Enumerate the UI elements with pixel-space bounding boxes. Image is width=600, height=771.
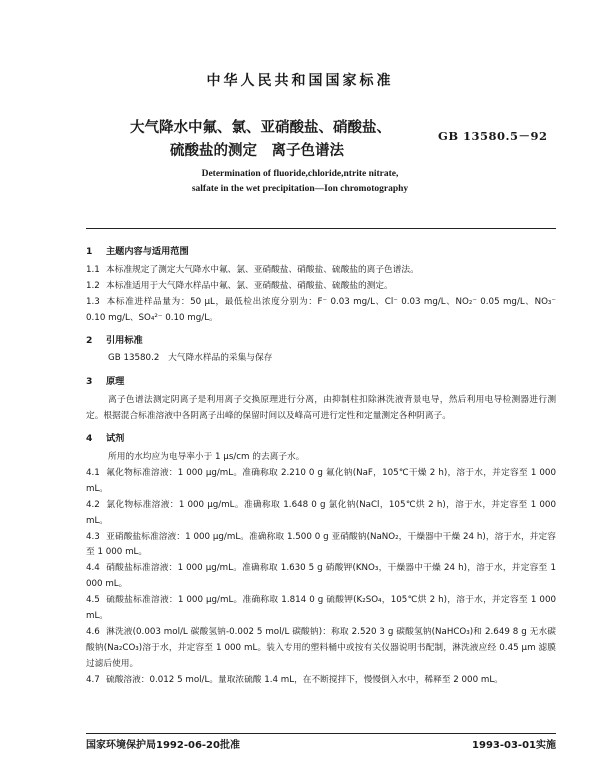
footer (86, 736, 556, 750)
clause-4-5 (86, 593, 556, 625)
clause-text: 本标准适用于大气降水样品中氟、氯、亚硝酸盐、硝酸盐、硫酸盐的测定。 (106, 280, 393, 291)
section-title: 引用标准 (106, 334, 143, 346)
section-number: 4 (86, 433, 93, 445)
section-title: 主题内容与适用范围 (106, 246, 189, 257)
section-2-heading (86, 333, 556, 349)
clause-text: 氟化物标准溶液：1 000 μg/mL。准确称取 2.210 0 g 氟化钠(NaF，105℃干燥 2 h)，溶于水，并定容至 1 000 mL。 (86, 467, 556, 494)
section-number: 3 (86, 376, 93, 388)
clause-number: 4.5 (86, 595, 100, 606)
clause-1-2 (86, 279, 556, 295)
clause-number: 4.7 (86, 674, 100, 685)
referenced-standard: GB 13580.2 大气降水样品的采集与保存 (108, 353, 273, 364)
document-body (86, 240, 556, 689)
clause-4-2 (86, 498, 556, 530)
implementation-date: 1993-03-01实施 (472, 740, 556, 751)
clause-number: 1.3 (86, 296, 100, 307)
gb-standard-code: GB 13580.5－92 (438, 129, 548, 143)
english-title-line-2: salfate in the wet precipitation—Ion chromotography (191, 184, 409, 194)
clause-number: 4.3 (86, 531, 100, 542)
footer-divider (86, 733, 556, 734)
clause-4-1 (86, 466, 556, 498)
clause-number: 1.2 (86, 280, 100, 291)
reagents-intro: 所用的水均应为电导率小于 1 μs/cm 的去离子水。 (108, 451, 305, 462)
section-4-heading (86, 431, 556, 447)
clause-1-3 (86, 295, 556, 327)
clause-number: 4.4 (86, 563, 100, 574)
principle-paragraph: 离子色谱法测定阴离子是利用离子交换原理进行分离，由抑制柱扣除淋洗液背景电导，然后利用电导检测器进行测定。根据混合标准溶液中各阴离子出峰的保留时间以及峰高可进行定性和定量测定各种阴离子。 (86, 395, 556, 422)
clause-4-4 (86, 561, 556, 593)
clause-number: 1.1 (86, 264, 100, 275)
section-title: 试剂 (106, 433, 125, 445)
clause-1-1 (86, 263, 556, 279)
clause-text: 亚硝酸盐标准溶液：1 000 μg/mL。准确称取 1.500 0 g 亚硝酸钠(NaNO₂，干燥器中干燥 24 h)，溶于水，并定容至 1 000 mL。 (86, 531, 556, 558)
chinese-title-line-1: 大气降水中氟、氯、亚硝酸盐、硝酸盐、 (130, 120, 391, 136)
section-title: 原理 (106, 376, 125, 388)
national-standard-heading: 中华人民共和国国家标准 (206, 73, 394, 89)
clause-text: 本标准进样品量为：50 μL，最低检出浓度分别为：F⁻ 0.03 mg/L、Cl⁻ 0.03 mg/L、NO₂⁻ 0.05 mg/L、NO₃⁻ 0.10 mg/L、SO₄²⁻ 0.10 mg/L。 (86, 296, 556, 323)
english-title (0, 167, 600, 197)
clause-text: 氯化物标准溶液：1 000 μg/mL。准确称取 1.648 0 g 氯化钠(NaCl，105℃烘 2 h)，溶于水，并定容至 1 000 mL。 (86, 499, 556, 526)
section-number: 1 (86, 246, 93, 257)
clause-4-6 (86, 625, 556, 673)
clause-text: 硫酸溶液：0.012 5 mol/L。量取浓硫酸 1.4 mL，在不断搅拌下，慢慢倒入水中，稀释至 2 000 mL。 (106, 674, 503, 685)
chinese-title (130, 117, 420, 163)
header-divider (86, 228, 556, 229)
section-number: 2 (86, 334, 93, 346)
section-1-heading (86, 244, 556, 260)
section-3-heading (86, 374, 556, 390)
english-title-line-1: Determination of fluoride,chloride,ntrite nitrate, (201, 169, 399, 179)
clause-4-7 (86, 673, 556, 689)
approval-date: 国家环境保护局1992-06-20批准 (86, 740, 240, 751)
clause-number: 4.6 (86, 626, 100, 637)
clause-4-3 (86, 530, 556, 562)
clause-number: 4.2 (86, 499, 100, 510)
clause-text: 硫酸盐标准溶液：1 000 μg/mL。准确称取 1.814 0 g 硫酸钾(K₂SO₄，105℃烘 2 h)，溶于水，并定容至 1 000 mL。 (86, 595, 556, 622)
clause-text: 硝酸盐标准溶液：1 000 μg/mL。准确称取 1.630 5 g 硝酸钾(KNO₃，干燥器中干燥 24 h)，溶于水，并定容至 1 000 mL。 (86, 563, 556, 590)
clause-text: 淋洗液(0.003 mol/L 碳酸氢钠-0.002 5 mol/L 碳酸钠)：称取 2.520 3 g 碳酸氢钠(NaHCO₃)和 2.649 8 g 无水碳酸钠(Na₂CO₃)溶于水，并定容至 1 000 mL。装入专用的塑料桶中或按有关仪器说明书配制，淋洗液应经 0.45 μm 滤膜过滤后使用。 (86, 626, 556, 669)
chinese-title-line-2: 硫酸盐的测定 离子色谱法 (170, 143, 344, 159)
clause-number: 4.1 (86, 467, 100, 478)
clause-text: 本标准规定了测定大气降水中氟、氯、亚硝酸盐、硝酸盐、硫酸盐的离子色谱法。 (106, 264, 419, 275)
